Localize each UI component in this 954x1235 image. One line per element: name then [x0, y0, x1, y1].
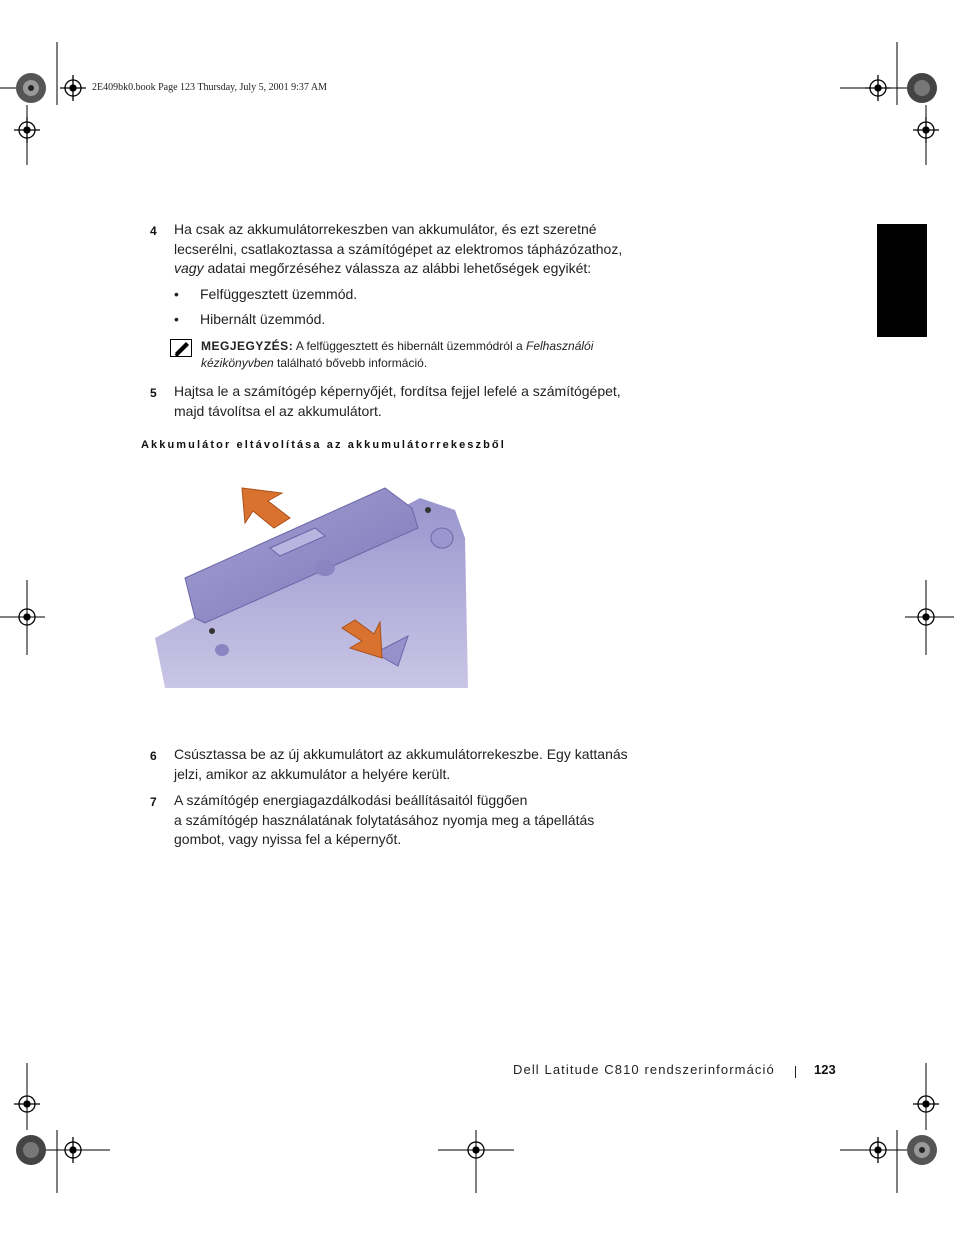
step-4: [150, 220, 650, 280]
page-number: 123: [814, 1062, 836, 1077]
step-line: a számítógép használatának folytatásához nyomja meg a tápellátás: [174, 811, 595, 828]
figure-title: Akkumulátor eltávolítása az akkumulátorrekeszből: [141, 439, 506, 451]
step-number: 7: [150, 795, 157, 809]
step-number: 4: [150, 224, 157, 238]
italic-term: vagy: [174, 260, 204, 276]
italic-term: Felhasználói: [526, 339, 594, 353]
note-text: [201, 338, 641, 372]
step-text: [174, 791, 644, 850]
note-pencil-icon: [170, 339, 192, 357]
step-line: gombot, vagy nyissa fel a képernyőt.: [174, 831, 402, 847]
base-foot: [215, 644, 229, 656]
step-line: lecserélni, csatlakoztassa a számítógépet az elektromos tápházózathoz,: [174, 240, 623, 257]
base-screw: [425, 507, 431, 513]
step-text: [174, 220, 644, 279]
footer-book-title: Dell Latitude C810 rendszerinformáció: [513, 1062, 775, 1077]
step-line: majd távolítsa el az akkumulátort.: [174, 402, 382, 419]
step-line-rest: adatai megőrzéséhez válassza az alábbi lehetőségek egyikét:: [203, 260, 592, 276]
italic-term: kézikönyvben: [201, 356, 274, 370]
step-7: [150, 791, 650, 851]
step-6: [150, 745, 650, 785]
bullet-icon: •: [174, 286, 179, 302]
section-thumb-tab: [877, 224, 927, 337]
list-item-label: Hibernált üzemmód.: [200, 311, 326, 327]
bullet-icon: •: [174, 311, 179, 327]
slide-arrow-icon: [242, 488, 290, 528]
step-text: [174, 745, 644, 784]
step-line: Csúsztassa be az új akkumulátort az akkumulátorrekeszbe. Egy kattanás: [174, 746, 628, 762]
note-text-part: található bővebb információ.: [273, 356, 428, 370]
note-label: MEGJEGYZÉS:: [201, 339, 294, 353]
base-screw: [209, 628, 215, 634]
note-text-part: A felfüggesztett és hibernált üzemmódról a: [293, 339, 526, 353]
step-number: 6: [150, 749, 157, 763]
list-item-label: Felfüggesztett üzemmód.: [200, 286, 358, 302]
step-line: Hajtsa le a számítógép képernyőjét, fordítsa fejjel lefelé a számítógépet,: [174, 383, 621, 399]
battery-indent: [315, 560, 335, 576]
step-text: [174, 382, 644, 421]
base-foot: [431, 528, 453, 548]
footer-divider: [795, 1066, 796, 1078]
step-line: [174, 259, 644, 279]
step-number: 5: [150, 386, 157, 400]
step-line: A számítógép energiagazdálkodási beállításaitól függően: [174, 792, 528, 808]
battery-removal-illustration: [150, 468, 480, 700]
step-5: [150, 382, 650, 422]
print-slug: 2E409bk0.book Page 123 Thursday, July 5, 2001 9:37 AM: [92, 82, 327, 93]
step-line: Ha csak az akkumulátorrekeszben van akkumulátor, és ezt szeretné: [174, 221, 597, 237]
step-line: jelzi, amikor az akkumulátor a helyére került.: [174, 765, 451, 782]
